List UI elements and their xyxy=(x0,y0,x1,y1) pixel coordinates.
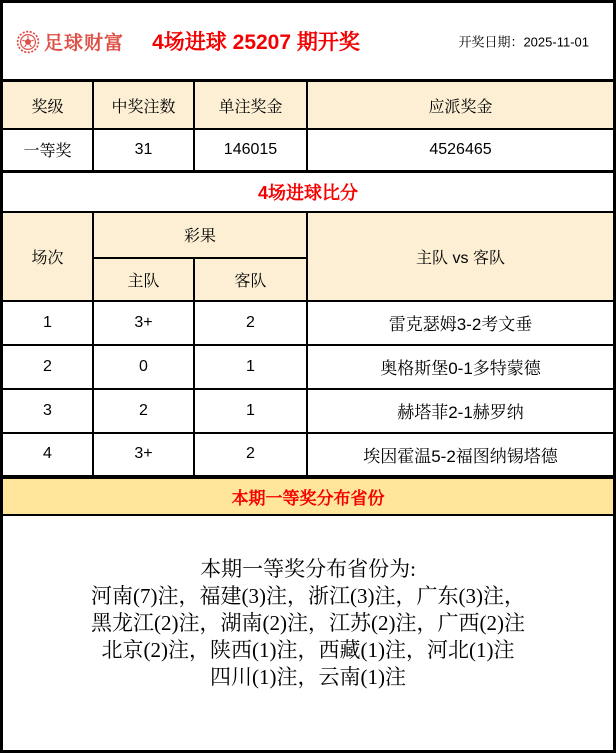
away-goals: 1 xyxy=(194,389,307,433)
prize-col-total-payout: 应派奖金 xyxy=(307,82,613,129)
province-line: 北京(2)注，陕西(1)注，西藏(1)注，河北(1)注 xyxy=(101,638,515,663)
prize-level-value: 一等奖 xyxy=(3,129,93,171)
match-col-vs: 主队 vs 客队 xyxy=(307,213,613,301)
match-result: 埃因霍温5-2福图纳锡塔德 xyxy=(307,433,613,477)
total-payout-value: 4526465 xyxy=(307,129,613,171)
page-header xyxy=(3,3,613,82)
prize-table xyxy=(3,82,613,173)
site-logo xyxy=(16,28,124,55)
match-result: 奥格斯堡0-1多特蒙德 xyxy=(307,345,613,389)
prize-table-row xyxy=(3,129,613,171)
score-section-title: 4场进球比分 xyxy=(3,173,613,213)
winning-bets-value: 31 xyxy=(93,129,194,171)
prize-col-winning-bets: 中奖注数 xyxy=(93,82,194,129)
home-goals: 3+ xyxy=(93,433,194,477)
match-no: 4 xyxy=(3,433,93,477)
match-no: 3 xyxy=(3,389,93,433)
home-goals: 0 xyxy=(93,345,194,389)
province-line: 黑龙江(2)注，湖南(2)注，江苏(2)注，广西(2)注 xyxy=(91,611,525,636)
province-line: 河南(7)注，福建(3)注，浙江(3)注，广东(3)注， xyxy=(91,584,525,609)
home-goals: 2 xyxy=(93,389,194,433)
match-col-no: 场次 xyxy=(3,213,93,301)
match-col-home: 主队 xyxy=(93,258,194,301)
prize-col-level: 奖级 xyxy=(3,82,93,129)
match-table-header-row-1 xyxy=(3,213,613,258)
draw-date-label: 开奖日期：2025-11-01 xyxy=(458,34,589,50)
match-no: 2 xyxy=(3,345,93,389)
page-title: 4场进球 25207 期开奖 xyxy=(152,31,360,54)
match-result: 雷克瑟姆3-2考文垂 xyxy=(307,301,613,345)
match-score-table xyxy=(3,213,613,479)
match-row xyxy=(3,345,613,389)
prize-table-header-row xyxy=(3,82,613,129)
province-line: 本期一等奖分布省份为: xyxy=(200,557,416,582)
soccer-ball-badge-icon xyxy=(16,30,40,54)
match-no: 1 xyxy=(3,301,93,345)
prize-col-single-prize: 单注奖金 xyxy=(194,82,307,129)
single-prize-value: 146015 xyxy=(194,129,307,171)
home-goals: 3+ xyxy=(93,301,194,345)
match-row xyxy=(3,301,613,345)
province-distribution xyxy=(3,516,613,751)
province-line: 四川(1)注，云南(1)注 xyxy=(210,665,406,690)
away-goals: 2 xyxy=(194,301,307,345)
away-goals: 1 xyxy=(194,345,307,389)
province-section-title: 本期一等奖分布省份 xyxy=(3,479,613,516)
match-result: 赫塔菲2-1赫罗纳 xyxy=(307,389,613,433)
match-row xyxy=(3,389,613,433)
away-goals: 2 xyxy=(194,433,307,477)
match-row xyxy=(3,433,613,477)
match-col-away: 客队 xyxy=(194,258,307,301)
site-logo-text: 足球财富 xyxy=(44,33,125,54)
match-col-result-group: 彩果 xyxy=(93,213,307,258)
